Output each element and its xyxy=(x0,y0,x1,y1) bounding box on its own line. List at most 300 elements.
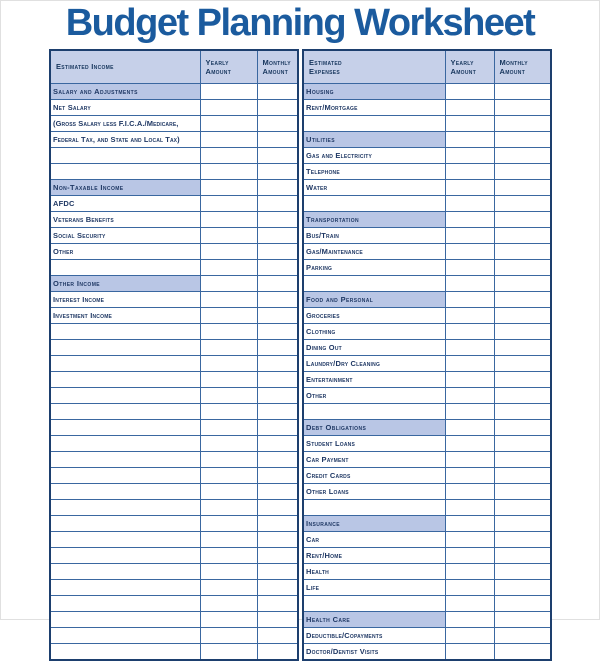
income-header-row xyxy=(50,50,298,84)
expenses-empty-label-blank xyxy=(303,196,445,212)
expenses-monthly-amount-cell xyxy=(494,372,551,388)
expenses-yearly-amount-cell xyxy=(445,452,494,468)
income-row-non-taxable-income xyxy=(50,180,298,196)
income-monthly-amount-cell xyxy=(257,372,298,388)
expenses-row-telephone xyxy=(303,164,551,180)
expenses-monthly-amount-cell xyxy=(494,564,551,580)
expenses-row-rent-home xyxy=(303,548,551,564)
income-row-interest-income xyxy=(50,292,298,308)
income-monthly-amount-cell xyxy=(257,356,298,372)
expenses-header-monthly-text: Monthly Amount xyxy=(499,57,528,76)
expenses-monthly-amount-cell xyxy=(494,116,551,132)
expenses-table-body xyxy=(303,84,551,661)
income-monthly-amount-cell xyxy=(257,340,298,356)
income-row-salary-and-adjustments xyxy=(50,84,298,100)
expenses-row-life xyxy=(303,580,551,596)
income-sub-label-federal-tax-and-state-and-local-tax: Federal Tax, and State and Local Tax) xyxy=(50,132,200,148)
expenses-row-empty xyxy=(303,116,551,132)
expenses-yearly-amount-cell xyxy=(445,276,494,292)
income-yearly-amount-cell xyxy=(200,596,257,612)
expenses-section-label-transportation: Transportation xyxy=(303,212,445,228)
income-monthly-amount-cell xyxy=(257,548,298,564)
expenses-monthly-amount-cell xyxy=(494,132,551,148)
income-empty-label-blank xyxy=(50,500,200,516)
income-monthly-amount-cell xyxy=(257,628,298,644)
income-empty-label-blank xyxy=(50,452,200,468)
income-empty-label-blank xyxy=(50,468,200,484)
expenses-item-label-gas-maintenance: Gas/Maintenance xyxy=(303,244,445,260)
expenses-item-label-dining-out: Dining Out xyxy=(303,340,445,356)
income-empty-label-blank xyxy=(50,260,200,276)
income-header-monthly-text: Monthly Amount xyxy=(262,57,291,76)
income-monthly-amount-cell xyxy=(257,308,298,324)
expenses-monthly-amount-cell xyxy=(494,308,551,324)
income-section-label-salary-and-adjustments: Salary and Adjustments xyxy=(50,84,200,100)
expenses-yearly-amount-cell xyxy=(445,100,494,116)
income-monthly-amount-cell xyxy=(257,596,298,612)
income-empty-label-blank xyxy=(50,644,200,661)
income-monthly-amount-cell xyxy=(257,452,298,468)
income-yearly-amount-cell xyxy=(200,292,257,308)
expenses-header-yearly xyxy=(445,50,494,84)
expenses-row-deductible-copayments xyxy=(303,628,551,644)
income-yearly-amount-cell xyxy=(200,532,257,548)
page-title: Budget Planning Worksheet xyxy=(65,2,535,44)
income-empty-label-blank xyxy=(50,388,200,404)
expenses-yearly-amount-cell xyxy=(445,484,494,500)
expenses-yearly-amount-cell xyxy=(445,436,494,452)
expenses-section-label-food-and-personal: Food and Personal xyxy=(303,292,445,308)
expenses-yearly-amount-cell xyxy=(445,548,494,564)
expenses-empty-label-blank xyxy=(303,596,445,612)
income-row-empty xyxy=(50,644,298,661)
income-yearly-amount-cell xyxy=(200,148,257,164)
income-empty-label-blank xyxy=(50,356,200,372)
expenses-section-label-insurance: Insurance xyxy=(303,516,445,532)
expenses-item-label-life: Life xyxy=(303,580,445,596)
expenses-item-label-telephone: Telephone xyxy=(303,164,445,180)
income-empty-label-blank xyxy=(50,372,200,388)
expenses-monthly-amount-cell xyxy=(494,180,551,196)
income-yearly-amount-cell xyxy=(200,212,257,228)
income-empty-label-blank xyxy=(50,164,200,180)
income-yearly-amount-cell xyxy=(200,84,257,100)
income-row-empty xyxy=(50,468,298,484)
income-item-label-investment-income: Investment Income xyxy=(50,308,200,324)
expenses-monthly-amount-cell xyxy=(494,212,551,228)
expenses-item-label-bus-train: Bus/Train xyxy=(303,228,445,244)
expenses-row-water xyxy=(303,180,551,196)
income-row-empty xyxy=(50,164,298,180)
income-row-empty xyxy=(50,340,298,356)
income-row-empty xyxy=(50,580,298,596)
income-yearly-amount-cell xyxy=(200,276,257,292)
income-row-empty xyxy=(50,452,298,468)
expenses-row-other-loans xyxy=(303,484,551,500)
expenses-item-label-rent-home: Rent/Home xyxy=(303,548,445,564)
expenses-row-health xyxy=(303,564,551,580)
income-yearly-amount-cell xyxy=(200,228,257,244)
income-yearly-amount-cell xyxy=(200,484,257,500)
income-yearly-amount-cell xyxy=(200,436,257,452)
income-yearly-amount-cell xyxy=(200,516,257,532)
expenses-monthly-amount-cell xyxy=(494,84,551,100)
expenses-monthly-amount-cell xyxy=(494,628,551,644)
income-item-label-afdc: AFDC xyxy=(50,196,200,212)
income-row-empty xyxy=(50,564,298,580)
income-header-label xyxy=(50,50,200,84)
expenses-yearly-amount-cell xyxy=(445,324,494,340)
expenses-yearly-amount-cell xyxy=(445,596,494,612)
income-row-other xyxy=(50,244,298,260)
income-row-afdc xyxy=(50,196,298,212)
expenses-yearly-amount-cell xyxy=(445,564,494,580)
expenses-yearly-amount-cell xyxy=(445,516,494,532)
income-row-empty xyxy=(50,548,298,564)
income-table-body xyxy=(50,84,298,661)
expenses-row-laundry-dry-cleaning xyxy=(303,356,551,372)
income-yearly-amount-cell xyxy=(200,180,257,196)
expenses-table xyxy=(302,49,552,661)
income-row-empty xyxy=(50,484,298,500)
income-yearly-amount-cell xyxy=(200,468,257,484)
income-row-empty xyxy=(50,436,298,452)
expenses-row-gas-and-electricity xyxy=(303,148,551,164)
income-monthly-amount-cell xyxy=(257,100,298,116)
expenses-row-empty xyxy=(303,500,551,516)
income-row-empty xyxy=(50,516,298,532)
expenses-item-label-other: Other xyxy=(303,388,445,404)
income-monthly-amount-cell xyxy=(257,196,298,212)
expenses-yearly-amount-cell xyxy=(445,420,494,436)
expenses-monthly-amount-cell xyxy=(494,260,551,276)
expenses-header-label-text: Estimated Expenses xyxy=(309,57,342,76)
income-yearly-amount-cell xyxy=(200,628,257,644)
expenses-yearly-amount-cell xyxy=(445,244,494,260)
expenses-row-credit-cards xyxy=(303,468,551,484)
income-monthly-amount-cell xyxy=(257,292,298,308)
income-row-empty xyxy=(50,324,298,340)
income-row-empty xyxy=(50,404,298,420)
income-yearly-amount-cell xyxy=(200,452,257,468)
expenses-item-label-other-loans: Other Loans xyxy=(303,484,445,500)
expenses-row-transportation xyxy=(303,212,551,228)
expenses-monthly-amount-cell xyxy=(494,596,551,612)
expenses-yearly-amount-cell xyxy=(445,404,494,420)
expenses-monthly-amount-cell xyxy=(494,356,551,372)
income-row-empty xyxy=(50,372,298,388)
income-item-label-interest-income: Interest Income xyxy=(50,292,200,308)
expenses-row-clothing xyxy=(303,324,551,340)
expenses-row-car-payment xyxy=(303,452,551,468)
income-empty-label-blank xyxy=(50,516,200,532)
income-monthly-amount-cell xyxy=(257,212,298,228)
income-monthly-amount-cell xyxy=(257,228,298,244)
income-monthly-amount-cell xyxy=(257,404,298,420)
expenses-monthly-amount-cell xyxy=(494,580,551,596)
income-row-empty xyxy=(50,532,298,548)
income-row-gross-salary-less-f-i-c-a-medicare xyxy=(50,116,298,132)
expenses-monthly-amount-cell xyxy=(494,164,551,180)
income-yearly-amount-cell xyxy=(200,132,257,148)
expenses-row-health-care xyxy=(303,612,551,628)
expenses-empty-label-blank xyxy=(303,276,445,292)
expenses-yearly-amount-cell xyxy=(445,468,494,484)
income-table xyxy=(49,49,299,661)
income-yearly-amount-cell xyxy=(200,420,257,436)
expenses-monthly-amount-cell xyxy=(494,612,551,628)
income-monthly-amount-cell xyxy=(257,420,298,436)
expenses-monthly-amount-cell xyxy=(494,420,551,436)
expenses-row-food-and-personal xyxy=(303,292,551,308)
income-empty-label-blank xyxy=(50,596,200,612)
expenses-yearly-amount-cell xyxy=(445,372,494,388)
expenses-row-empty xyxy=(303,404,551,420)
income-item-label-net-salary: Net Salary xyxy=(50,100,200,116)
expenses-row-empty xyxy=(303,196,551,212)
expenses-section-label-health-care: Health Care xyxy=(303,612,445,628)
expenses-row-bus-train xyxy=(303,228,551,244)
expenses-empty-label-blank xyxy=(303,404,445,420)
expenses-row-car xyxy=(303,532,551,548)
income-row-empty xyxy=(50,500,298,516)
expenses-row-housing xyxy=(303,84,551,100)
income-empty-label-blank xyxy=(50,612,200,628)
income-yearly-amount-cell xyxy=(200,500,257,516)
income-header-label-text: Estimated Income xyxy=(56,62,114,72)
expenses-monthly-amount-cell xyxy=(494,100,551,116)
expenses-monthly-amount-cell xyxy=(494,244,551,260)
expenses-item-label-car-payment: Car Payment xyxy=(303,452,445,468)
expenses-row-student-loans xyxy=(303,436,551,452)
income-yearly-amount-cell xyxy=(200,612,257,628)
expenses-monthly-amount-cell xyxy=(494,532,551,548)
income-row-veterans-benefits xyxy=(50,212,298,228)
expenses-yearly-amount-cell xyxy=(445,212,494,228)
income-monthly-amount-cell xyxy=(257,500,298,516)
expenses-monthly-amount-cell xyxy=(494,148,551,164)
income-yearly-amount-cell xyxy=(200,356,257,372)
expenses-yearly-amount-cell xyxy=(445,532,494,548)
expenses-row-empty xyxy=(303,276,551,292)
expenses-item-label-credit-cards: Credit Cards xyxy=(303,468,445,484)
income-empty-label-blank xyxy=(50,564,200,580)
income-row-empty xyxy=(50,612,298,628)
expenses-yearly-amount-cell xyxy=(445,612,494,628)
expenses-monthly-amount-cell xyxy=(494,436,551,452)
expenses-item-label-entertainment: Entertainment xyxy=(303,372,445,388)
income-empty-label-blank xyxy=(50,420,200,436)
expenses-monthly-amount-cell xyxy=(494,292,551,308)
expenses-item-label-car: Car xyxy=(303,532,445,548)
expenses-empty-label-blank xyxy=(303,116,445,132)
expenses-yearly-amount-cell xyxy=(445,84,494,100)
expenses-section-label-housing: Housing xyxy=(303,84,445,100)
expenses-item-label-student-loans: Student Loans xyxy=(303,436,445,452)
income-section-label-other-income: Other Income xyxy=(50,276,200,292)
income-monthly-amount-cell xyxy=(257,164,298,180)
income-yearly-amount-cell xyxy=(200,404,257,420)
income-monthly-amount-cell xyxy=(257,84,298,100)
income-yearly-amount-cell xyxy=(200,340,257,356)
expenses-row-utilities xyxy=(303,132,551,148)
expenses-yearly-amount-cell xyxy=(445,628,494,644)
expenses-row-rent-mortgage xyxy=(303,100,551,116)
expenses-row-entertainment xyxy=(303,372,551,388)
income-monthly-amount-cell xyxy=(257,436,298,452)
expenses-section-label-utilities: Utilities xyxy=(303,132,445,148)
income-yearly-amount-cell xyxy=(200,564,257,580)
expenses-monthly-amount-cell xyxy=(494,196,551,212)
income-monthly-amount-cell xyxy=(257,644,298,661)
income-row-empty xyxy=(50,628,298,644)
expenses-yearly-amount-cell xyxy=(445,132,494,148)
expenses-yearly-amount-cell xyxy=(445,292,494,308)
income-yearly-amount-cell xyxy=(200,548,257,564)
expenses-yearly-amount-cell xyxy=(445,500,494,516)
expenses-row-empty xyxy=(303,596,551,612)
expenses-yearly-amount-cell xyxy=(445,340,494,356)
income-empty-label-blank xyxy=(50,324,200,340)
income-monthly-amount-cell xyxy=(257,516,298,532)
income-monthly-amount-cell xyxy=(257,180,298,196)
expenses-yearly-amount-cell xyxy=(445,260,494,276)
income-row-other-income xyxy=(50,276,298,292)
income-monthly-amount-cell xyxy=(257,116,298,132)
income-item-label-veterans-benefits: Veterans Benefits xyxy=(50,212,200,228)
income-yearly-amount-cell xyxy=(200,324,257,340)
income-monthly-amount-cell xyxy=(257,564,298,580)
expenses-header-monthly xyxy=(494,50,551,84)
expenses-header-yearly-text: Yearly Amount xyxy=(450,57,477,76)
expenses-row-parking xyxy=(303,260,551,276)
expenses-row-doctor-dentist-visits xyxy=(303,644,551,661)
income-monthly-amount-cell xyxy=(257,276,298,292)
expenses-item-label-doctor-dentist-visits: Doctor/Dentist Visits xyxy=(303,644,445,661)
income-header-yearly xyxy=(200,50,257,84)
income-yearly-amount-cell xyxy=(200,644,257,661)
expenses-item-label-groceries: Groceries xyxy=(303,308,445,324)
income-empty-label-blank xyxy=(50,340,200,356)
expenses-monthly-amount-cell xyxy=(494,484,551,500)
income-empty-label-blank xyxy=(50,628,200,644)
expenses-row-gas-maintenance xyxy=(303,244,551,260)
expenses-monthly-amount-cell xyxy=(494,644,551,661)
income-row-empty xyxy=(50,356,298,372)
expenses-header-row xyxy=(303,50,551,84)
expenses-item-label-gas-and-electricity: Gas and Electricity xyxy=(303,148,445,164)
expenses-item-label-water: Water xyxy=(303,180,445,196)
income-monthly-amount-cell xyxy=(257,244,298,260)
income-empty-label-blank xyxy=(50,484,200,500)
income-yearly-amount-cell xyxy=(200,116,257,132)
expenses-monthly-amount-cell xyxy=(494,276,551,292)
expenses-yearly-amount-cell xyxy=(445,148,494,164)
income-yearly-amount-cell xyxy=(200,372,257,388)
expenses-monthly-amount-cell xyxy=(494,404,551,420)
income-yearly-amount-cell xyxy=(200,260,257,276)
income-row-empty xyxy=(50,596,298,612)
income-row-investment-income xyxy=(50,308,298,324)
income-yearly-amount-cell xyxy=(200,196,257,212)
expenses-row-debt-obligations xyxy=(303,420,551,436)
income-empty-label-blank xyxy=(50,404,200,420)
income-item-label-social-security: Social Security xyxy=(50,228,200,244)
income-yearly-amount-cell xyxy=(200,308,257,324)
expenses-yearly-amount-cell xyxy=(445,580,494,596)
income-header-monthly xyxy=(257,50,298,84)
income-empty-label-blank xyxy=(50,532,200,548)
income-monthly-amount-cell xyxy=(257,148,298,164)
expenses-yearly-amount-cell xyxy=(445,228,494,244)
income-row-empty xyxy=(50,260,298,276)
expenses-item-label-clothing: Clothing xyxy=(303,324,445,340)
expenses-section-label-debt-obligations: Debt Obligations xyxy=(303,420,445,436)
income-yearly-amount-cell xyxy=(200,388,257,404)
income-header-yearly-text: Yearly Amount xyxy=(205,57,232,76)
income-monthly-amount-cell xyxy=(257,468,298,484)
expenses-monthly-amount-cell xyxy=(494,468,551,484)
income-monthly-amount-cell xyxy=(257,612,298,628)
expenses-item-label-laundry-dry-cleaning: Laundry/Dry Cleaning xyxy=(303,356,445,372)
expenses-monthly-amount-cell xyxy=(494,548,551,564)
income-section-label-non-taxable-income: Non-Taxable Income xyxy=(50,180,200,196)
expenses-item-label-parking: Parking xyxy=(303,260,445,276)
income-row-empty xyxy=(50,420,298,436)
expenses-yearly-amount-cell xyxy=(445,164,494,180)
income-monthly-amount-cell xyxy=(257,324,298,340)
expenses-row-groceries xyxy=(303,308,551,324)
income-yearly-amount-cell xyxy=(200,244,257,260)
income-empty-label-blank xyxy=(50,548,200,564)
income-sub-label-gross-salary-less-f-i-c-a-medicare: (Gross Salary less F.I.C.A./Medicare, xyxy=(50,116,200,132)
expenses-row-insurance xyxy=(303,516,551,532)
expenses-monthly-amount-cell xyxy=(494,500,551,516)
expenses-yearly-amount-cell xyxy=(445,180,494,196)
income-yearly-amount-cell xyxy=(200,100,257,116)
income-row-empty xyxy=(50,148,298,164)
income-row-empty xyxy=(50,388,298,404)
expenses-monthly-amount-cell xyxy=(494,516,551,532)
income-monthly-amount-cell xyxy=(257,388,298,404)
income-row-federal-tax-and-state-and-local-tax xyxy=(50,132,298,148)
expenses-monthly-amount-cell xyxy=(494,228,551,244)
expenses-header-label xyxy=(303,50,445,84)
expenses-yearly-amount-cell xyxy=(445,644,494,661)
income-row-net-salary xyxy=(50,100,298,116)
expenses-yearly-amount-cell xyxy=(445,196,494,212)
expenses-row-dining-out xyxy=(303,340,551,356)
income-yearly-amount-cell xyxy=(200,580,257,596)
income-monthly-amount-cell xyxy=(257,532,298,548)
income-yearly-amount-cell xyxy=(200,164,257,180)
expenses-item-label-health: Health xyxy=(303,564,445,580)
income-item-label-other: Other xyxy=(50,244,200,260)
expenses-item-label-rent-mortgage: Rent/Mortgage xyxy=(303,100,445,116)
income-empty-label-blank xyxy=(50,148,200,164)
expenses-yearly-amount-cell xyxy=(445,308,494,324)
income-empty-label-blank xyxy=(50,580,200,596)
income-monthly-amount-cell xyxy=(257,484,298,500)
income-monthly-amount-cell xyxy=(257,132,298,148)
expenses-row-other xyxy=(303,388,551,404)
income-monthly-amount-cell xyxy=(257,580,298,596)
expenses-yearly-amount-cell xyxy=(445,356,494,372)
income-monthly-amount-cell xyxy=(257,260,298,276)
income-row-social-security xyxy=(50,228,298,244)
expenses-item-label-deductible-copayments: Deductible/Copayments xyxy=(303,628,445,644)
expenses-empty-label-blank xyxy=(303,500,445,516)
